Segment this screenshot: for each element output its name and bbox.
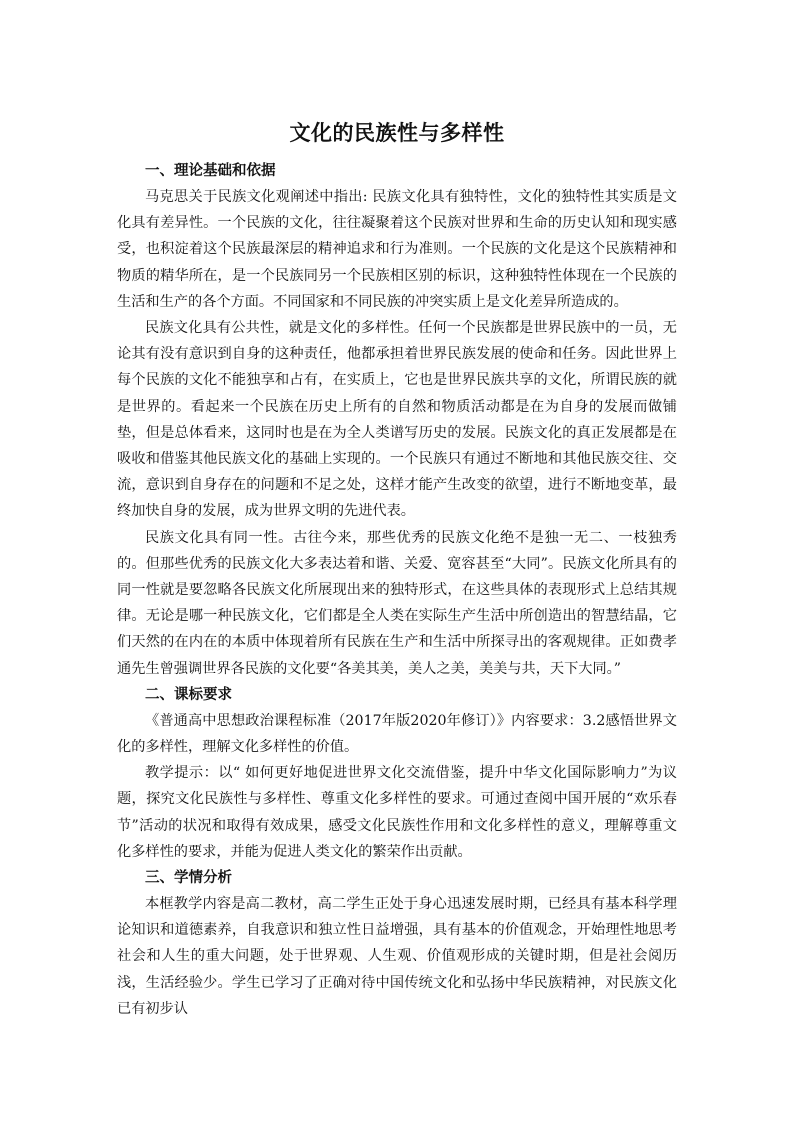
section-heading: 一、理论基础和依据 — [145, 163, 276, 179]
paragraph: 本框教学内容是高二教材，高二学生正处于身心迅速发展时期，已经具有基本科学理论知识和道德素养，自我意识和独立性日益增强，具有基本的价值观念，开始理性地思考社会和人生的重大问题，处于世界观、人生观、价值观形成的关键时期，但是社会阅历浅，生活经验少。学生已学习了正确对待中国传统文化和弘扬中华民族精神，对民族文化已有初步认 — [117, 896, 677, 1017]
paragraph: 马克思关于民族文化观阐述中指出: 民族文化具有独特性，文化的独特性其实质是文化具有差异性。一个民族的文化，往往凝聚着这个民族对世界和生命的历史认知和现实感受，也积淀着这个民族最深层的精神追求和行为准则。一个民族的文化是这个民族精神和物质的精华所在，是一个民族同另一个民族相区别的标识，这种独特性体现在一个民族的生活和生产的各个方面。不同国家和不同民族的冲突实质上是文化差异所造成的。 — [117, 189, 677, 310]
document-page — [117, 116, 677, 1022]
section-curriculum-requirements — [117, 682, 677, 865]
paragraph: 民族文化具有公共性，就是文化的多样性。任何一个民族都是世界民族中的一员，无论其有没有意识到自身的这种责任，他都承担着世界民族发展的使命和任务。因此世界上每个民族的文化不能独享和占有，在实质上，它也是世界民族共享的文化，所谓民族的就是世界的。看起来一个民族在历史上所有的自然和物质活动都是在为自身的发展而做铺垫，但是总体看来，这同时也是在为全人类谱写历史的发展。民族文化的真正发展都是在吸收和借鉴其他民族文化的基础上实现的。一个民族只有通过不断地和其他民族交往、交流，意识到自身存在的问题和不足之处，这样才能产生改变的欲望，进行不断地变革，最终加快自身的发展，成为世界文明的先进代表。 — [117, 320, 677, 520]
section-student-analysis — [117, 865, 677, 1022]
section-heading: 三、学情分析 — [145, 870, 232, 887]
paragraph: 《普通高中思想政治课程标准（2017年版2020年修订）》内容要求：3.2感悟世界文化的多样性，理解文化多样性的价值。 — [117, 712, 677, 756]
paragraph: 教学提示：以“ 如何更好地促进世界文化交流借鉴，提升中华文化国际影响力”为议题，探究文化民族性与多样性、尊重文化多样性的要求。可通过查阅中国开展的“欢乐春节”活动的状况和取得有效成果，感受文化民族性作用和文化多样性的意义，理解尊重文化多样性的要求，并能为促进人类文化的繁荣作出贡献。 — [117, 765, 677, 860]
paragraph: 民族文化具有同一性。古往今来，那些优秀的民族文化绝不是独一无二、一枝独秀的。但那些优秀的民族文化大多表达着和谐、关爱、宽容甚至“大同”。民族文化所具有的同一性就是要忽略各民族文化所展现出来的独特形式，在这些具体的表现形式上总结其规律。无论是哪一种民族文化，它们都是全人类在实际生产生活中所创造出的智慧结晶，它们天然的在内在的本质中体现着所有民族在生产和生活中所探寻出的客观规律。正如费孝通先生曾强调世界各民族的文化要“各美其美，美人之美，美美与共，天下大同。” — [117, 529, 677, 677]
section-heading: 二、课标要求 — [145, 686, 232, 703]
document-title: 文化的民族性与多样性 — [289, 120, 505, 145]
section-theory-basis — [117, 158, 677, 682]
